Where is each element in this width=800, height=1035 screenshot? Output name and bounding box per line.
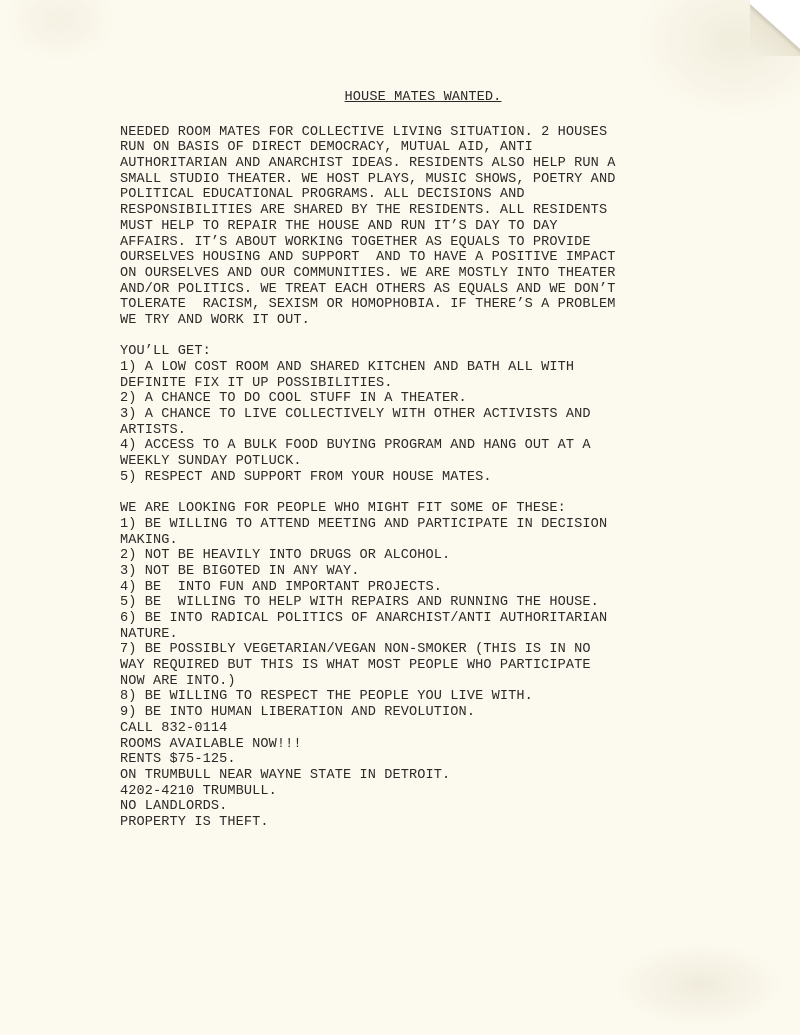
- text-line: SMALL STUDIO THEATER. WE HOST PLAYS, MUSIC SHOWS, POETRY AND: [120, 171, 616, 187]
- list-item: 4) ACCESS TO A BULK FOOD BUYING PROGRAM AND HANG OUT AT A: [120, 438, 591, 454]
- list-item: DEFINITE FIX IT UP POSSIBILITIES.: [120, 375, 393, 391]
- text-line: RESPONSIBILITIES ARE SHARED BY THE RESIDENTS. ALL RESIDENTS: [120, 203, 608, 219]
- folded-corner: [750, 0, 800, 56]
- list-item: NOW ARE INTO.): [120, 673, 236, 689]
- text-line: TOLERATE RACISM, SEXISM OR HOMOPHOBIA. IF THERE’S A PROBLEM: [120, 297, 616, 313]
- criteria-heading: WE ARE LOOKING FOR PEOPLE WHO MIGHT FIT SOME OF THESE:: [120, 501, 566, 517]
- list-item: 2) A CHANCE TO DO COOL STUFF IN A THEATER.: [120, 391, 467, 407]
- criteria-list: [120, 501, 720, 830]
- flyer-text: [120, 90, 720, 831]
- text-line: OURSELVES HOUSING AND SUPPORT AND TO HAVE A POSITIVE IMPACT: [120, 250, 616, 266]
- list-item: 6) BE INTO RADICAL POLITICS OF ANARCHIST/ANTI AUTHORITARIAN: [120, 611, 608, 627]
- list-item: 8) BE WILLING TO RESPECT THE PEOPLE YOU LIVE WITH.: [120, 689, 533, 705]
- benefits-heading: YOU’LL GET:: [120, 344, 211, 360]
- text-line: AFFAIRS. IT’S ABOUT WORKING TOGETHER AS EQUALS TO PROVIDE: [120, 234, 591, 250]
- text-line: ON OURSELVES AND OUR COMMUNITIES. WE ARE MOSTLY INTO THEATER: [120, 265, 616, 281]
- paragraph-gap: [120, 329, 720, 345]
- rent-range: RENTS $75-125.: [120, 752, 236, 768]
- paragraph-gap: [120, 486, 720, 502]
- text-line: POLITICAL EDUCATIONAL PROGRAMS. ALL DECISIONS AND: [120, 187, 525, 203]
- benefits-list: [120, 344, 720, 485]
- list-item: MAKING.: [120, 532, 178, 548]
- text-line: MUST HELP TO REPAIR THE HOUSE AND RUN IT’S DAY TO DAY: [120, 218, 558, 234]
- list-item: 5) BE WILLING TO HELP WITH REPAIRS AND RUNNING THE HOUSE.: [120, 595, 599, 611]
- list-item: 7) BE POSSIBLY VEGETARIAN/VEGAN NON-SMOKER (THIS IS IN NO: [120, 642, 591, 658]
- flyer-title: HOUSE MATES WANTED.: [344, 90, 502, 105]
- street-address: 4202-4210 TRUMBULL.: [120, 783, 277, 799]
- availability-note: ROOMS AVAILABLE NOW!!!: [120, 736, 302, 752]
- list-item: 9) BE INTO HUMAN LIBERATION AND REVOLUTION.: [120, 705, 476, 721]
- list-item: WEEKLY SUNDAY POTLUCK.: [120, 454, 302, 470]
- list-item: 3) A CHANCE TO LIVE COLLECTIVELY WITH OTHER ACTIVISTS AND: [120, 407, 591, 423]
- list-item: 1) BE WILLING TO ATTEND MEETING AND PARTICIPATE IN DECISION: [120, 516, 608, 532]
- text-line: NEEDED ROOM MATES FOR COLLECTIVE LIVING SITUATION. 2 HOUSES: [120, 124, 608, 140]
- contact-phone: CALL 832-0114: [120, 720, 228, 736]
- list-item: ARTISTS.: [120, 422, 187, 438]
- text-line: AND/OR POLITICS. WE TREAT EACH OTHERS AS EQUALS AND WE DON’T: [120, 281, 616, 297]
- list-item: 3) NOT BE BIGOTED IN ANY WAY.: [120, 563, 360, 579]
- text-line: AUTHORITARIAN AND ANARCHIST IDEAS. RESIDENTS ALSO HELP RUN A: [120, 156, 616, 172]
- list-item: NATURE.: [120, 626, 178, 642]
- list-item: 1) A LOW COST ROOM AND SHARED KITCHEN AND BATH ALL WITH: [120, 360, 575, 376]
- list-item: 5) RESPECT AND SUPPORT FROM YOUR HOUSE MATES.: [120, 469, 492, 485]
- list-item: WAY REQUIRED BUT THIS IS WHAT MOST PEOPLE WHO PARTICIPATE: [120, 658, 591, 674]
- slogan: PROPERTY IS THEFT.: [120, 814, 269, 830]
- slogan: NO LANDLORDS.: [120, 799, 228, 815]
- list-item: 2) NOT BE HEAVILY INTO DRUGS OR ALCOHOL.: [120, 548, 451, 564]
- list-item: 4) BE INTO FUN AND IMPORTANT PROJECTS.: [120, 579, 443, 595]
- text-line: WE TRY AND WORK IT OUT.: [120, 312, 310, 328]
- location-note: ON TRUMBULL NEAR WAYNE STATE IN DETROIT.: [120, 767, 451, 783]
- intro-paragraph: [120, 125, 720, 329]
- text-line: RUN ON BASIS OF DIRECT DEMOCRACY, MUTUAL AID, ANTI: [120, 140, 533, 156]
